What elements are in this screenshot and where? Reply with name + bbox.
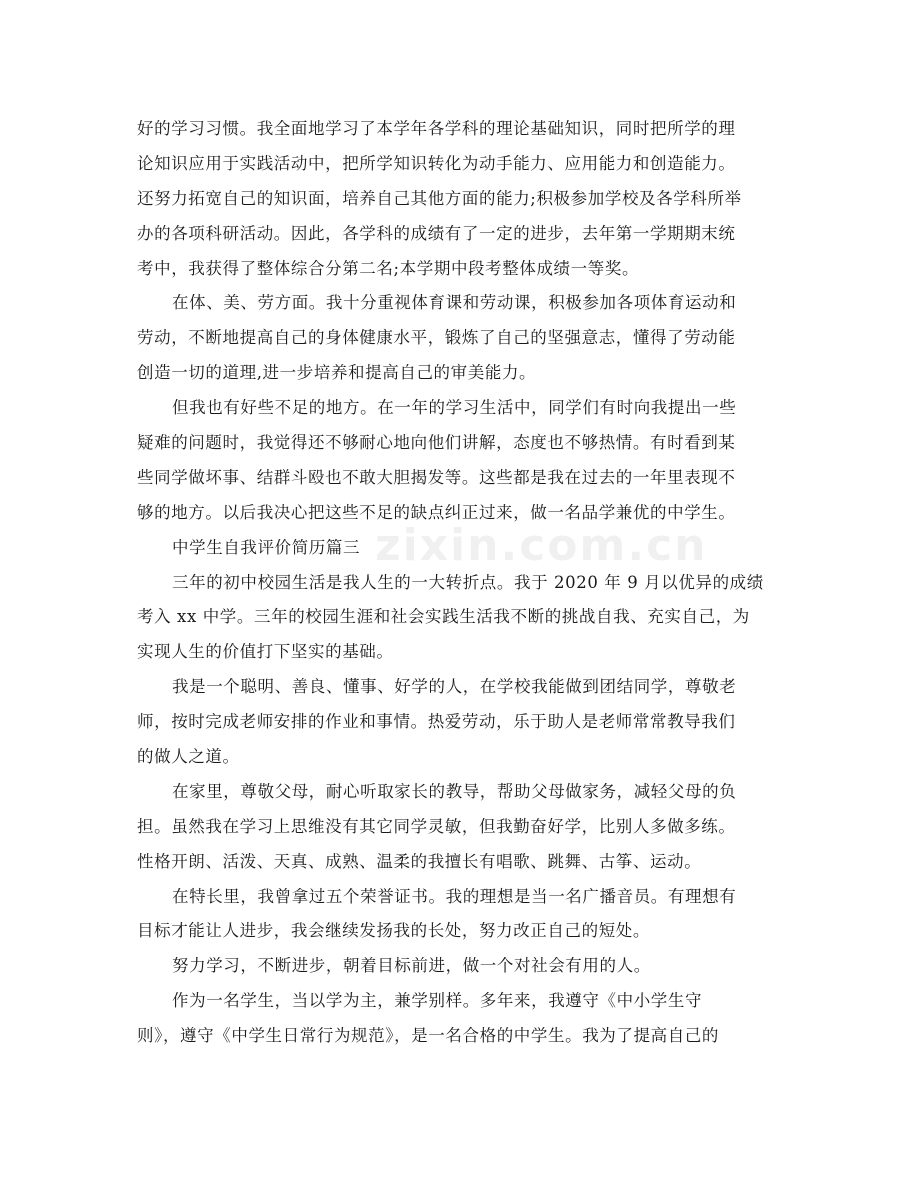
text-line: 考中，我获得了整体综合分第二名;本学期中段考整体成绩一等奖。	[137, 258, 640, 278]
text-line: 师，按时完成老师安排的作业和事情。热爱劳动，乐于助人是老师常常教导我们	[137, 712, 736, 732]
paragraph-start: 在特长里，我曾拿过五个荣誉证书。我的理想是当一名广播音员。有理想有	[172, 886, 737, 906]
text-line: 够的地方。以后我决心把这些不足的缺点纠正过来，做一名品学兼优的中学生。	[137, 502, 736, 522]
section-heading: 中学生自我评价简历篇三	[172, 537, 361, 557]
text-line: 办的各项科研活动。因此，各学科的成绩有了一定的进步，去年第一学期期末统	[137, 223, 736, 243]
paragraph-start: 三年的初中校园生活是我人生的一大转折点。我于 2020 年 9 月以优异的成绩	[172, 572, 764, 592]
paragraph-start: 在家里，尊敬父母，耐心听取家长的教导，帮助父母做家务，减轻父母的负	[172, 781, 737, 801]
text-line: 还努力拓宽自己的知识面，培养自己其他方面的能力;积极参加学校及各学科所举	[137, 188, 742, 208]
text-line: 担。虽然我在学习上思维没有其它同学灵敏，但我勤奋好学，比别人多做多练。	[137, 816, 736, 836]
text-line: 则》，遵守《中学生日常行为规范》，是一名合格的中学生。我为了提高自己的	[137, 1026, 719, 1046]
paragraph-start: 努力学习，不断进步，朝着目标前进，做一个对社会有用的人。	[172, 956, 651, 976]
paragraph-start: 作为一名学生，当以学为主，兼学别样。多年来，我遵守《中小学生守	[172, 991, 703, 1011]
text-line: 好的学习习惯。我全面地学习了本学年各学科的理论基础知识，同时把所学的理	[137, 119, 736, 138]
text-line: 劳动，不断地提高自己的身体健康水平，锻炼了自己的坚强意志，懂得了劳动能	[137, 328, 736, 348]
text-line: 考入 xx 中学。三年的校园生涯和社会实践生活我不断的挑战自我、充实自己，为	[137, 607, 750, 627]
paragraph-start: 我是一个聪明、善良、懂事、好学的人，在学校我能做到团结同学，尊敬老	[172, 677, 737, 697]
text-line: 的做人之道。	[137, 747, 240, 767]
watermark: zixin.com.cn	[375, 520, 708, 571]
text-line: 实现人生的价值打下坚实的基础。	[137, 642, 394, 662]
paragraph-start: 在体、美、劳方面。我十分重视体育课和劳动课，积极参加各项体育运动和	[172, 293, 737, 313]
text-line: 疑难的问题时，我觉得还不够耐心地向他们讲解，态度也不够热情。有时看到某	[137, 433, 736, 453]
document-body	[137, 112, 787, 1054]
text-line: 创造一切的道理,进一步培养和提高自己的审美能力。	[137, 363, 537, 383]
text-line: 些同学做坏事、结群斗殴也不敢大胆揭发等。这些都是我在过去的一年里表现不	[137, 467, 736, 487]
text-line: 目标才能让人进步，我会继续发扬我的长处，努力改正自己的短处。	[137, 921, 650, 941]
text-line: 性格开朗、活泼、天真、成熟、温柔的我擅长有唱歌、跳舞、古筝、运动。	[137, 851, 702, 871]
paragraph-start: 但我也有好些不足的地方。在一年的学习生活中，同学们有时向我提出一些	[172, 398, 737, 418]
text-line: 论知识应用于实践活动中，把所学知识转化为动手能力、应用能力和创造能力。	[137, 153, 736, 173]
